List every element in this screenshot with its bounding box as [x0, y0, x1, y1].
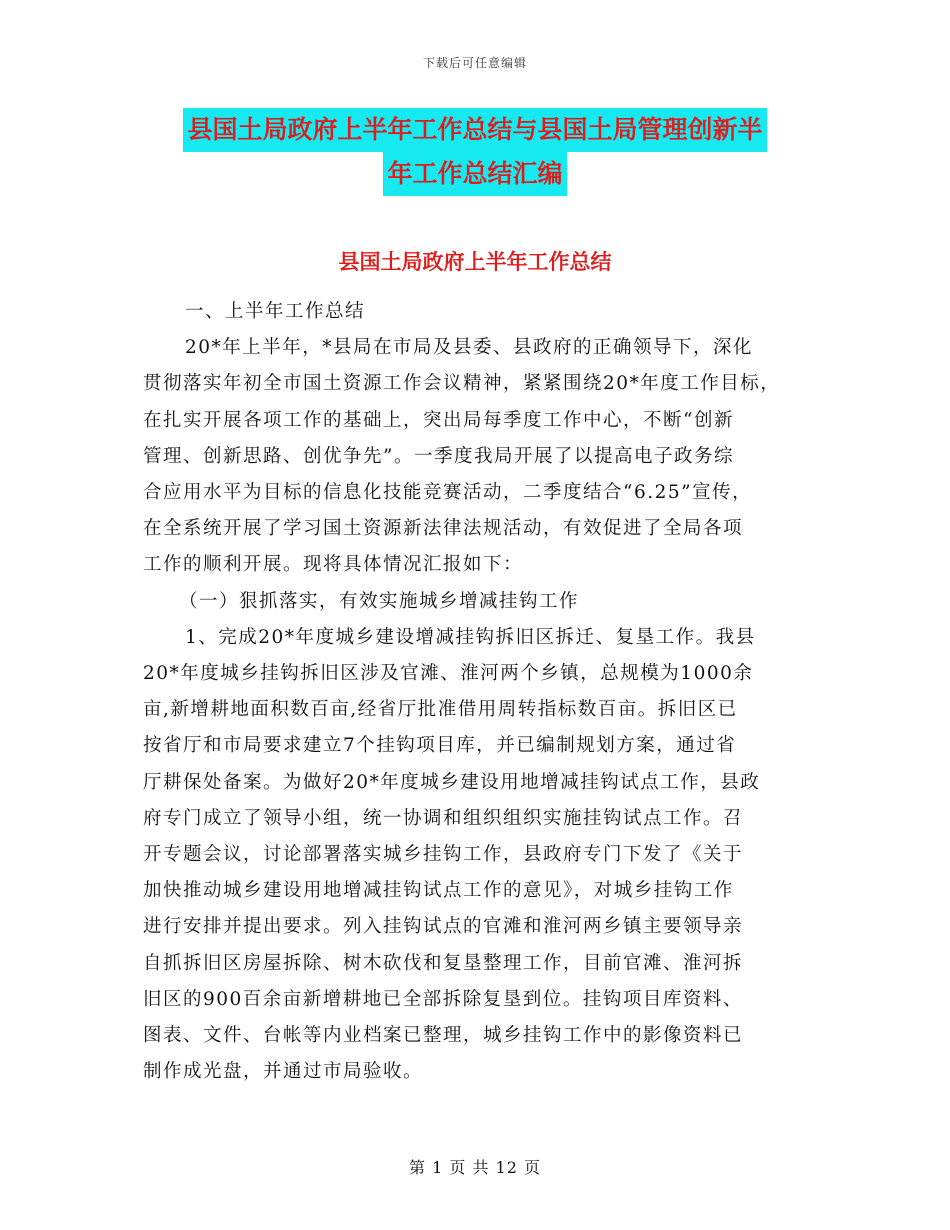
paragraph-line: 工作的顺利开展。现将具体情况汇报如下： — [143, 554, 524, 576]
paragraph-line: 在扎实开展各项工作的基础上，突出局每季度工作中心，不断“创新 — [143, 409, 734, 431]
paragraph-line: 制作成光盘，并通过市局验收。 — [143, 1061, 424, 1083]
document-title — [0, 108, 950, 196]
page-number-footer: 第 1 页 共 12 页 — [409, 1158, 541, 1177]
heading-first-level: 一、上半年工作总结 — [185, 301, 366, 322]
paragraph-line: 府专门成立了领导小组，统一协调和组织组织实施挂钩试点工作。召 — [143, 807, 744, 829]
body-text — [143, 294, 808, 1090]
paragraph-line: 1、完成20*年度城乡建设增减挂钩拆旧区拆迁、复垦工作。我县 — [185, 626, 756, 648]
paragraph-line: 20*年度城乡挂钩拆旧区涉及官滩、淮河两个乡镇，总规模为1000余 — [143, 663, 754, 685]
heading-second-level: （一）狠抓落实，有效实施城乡增减挂钩工作 — [179, 590, 580, 612]
paragraph-line: 管理、创新思路、创优争先”。一季度我局开展了以提高电子政务综 — [143, 445, 734, 467]
document-title-line-1: 县国土局政府上半年工作总结与县国土局管理创新半 — [183, 108, 766, 152]
paragraph-line: 开专题会议，讨论部署落实城乡挂钩工作，县政府专门下发了《关于 — [143, 844, 744, 866]
section-title: 县国土局政府上半年工作总结 — [338, 250, 612, 274]
paragraph-line: 加快推动城乡建设用地增减挂钩试点工作的意见》，对城乡挂钩工作 — [143, 880, 734, 902]
paragraph-line: 旧区的900百余亩新增耕地已全部拆除复垦到位。挂钩项目库资料、 — [143, 988, 743, 1010]
paragraph-line: 20*年上半年，*县局在市局及县委、县政府的正确领导下，深化 — [185, 337, 754, 359]
paragraph-line: 厅耕保处备案。为做好20*年度城乡建设用地增减挂钩试点工作，县政 — [143, 771, 761, 793]
paragraph-line: 在全系统开展了学习国土资源新法律法规活动，有效促进了全局各项 — [143, 518, 744, 540]
paragraph-line: 贯彻落实年初全市国土资源工作会议精神，紧紧围绕20*年度工作目标， — [143, 373, 781, 395]
paragraph-line: 按省厅和市局要求建立7个挂钩项目库，并已编制规划方案，通过省 — [143, 735, 737, 757]
paragraph-line: 自抓拆旧区房屋拆除、树木砍伐和复垦整理工作，目前官滩、淮河拆 — [143, 952, 744, 974]
paragraph-line: 亩,新增耕地面积数百亩,经省厅批准借用周转指标数百亩。拆旧区已 — [143, 699, 738, 721]
document-title-line-2: 年工作总结汇编 — [383, 152, 566, 196]
header-note: 下载后可任意编辑 — [422, 56, 527, 70]
paragraph-line: 合应用水平为目标的信息化技能竞赛活动，二季度结合“6.25”宣传， — [143, 482, 753, 504]
paragraph-line: 图表、文件、台帐等内业档案已整理，城乡挂钩工作中的影像资料已 — [143, 1025, 744, 1047]
paragraph-line: 进行安排并提出要求。列入挂钩试点的官滩和淮河两乡镇主要领导亲 — [143, 916, 744, 938]
